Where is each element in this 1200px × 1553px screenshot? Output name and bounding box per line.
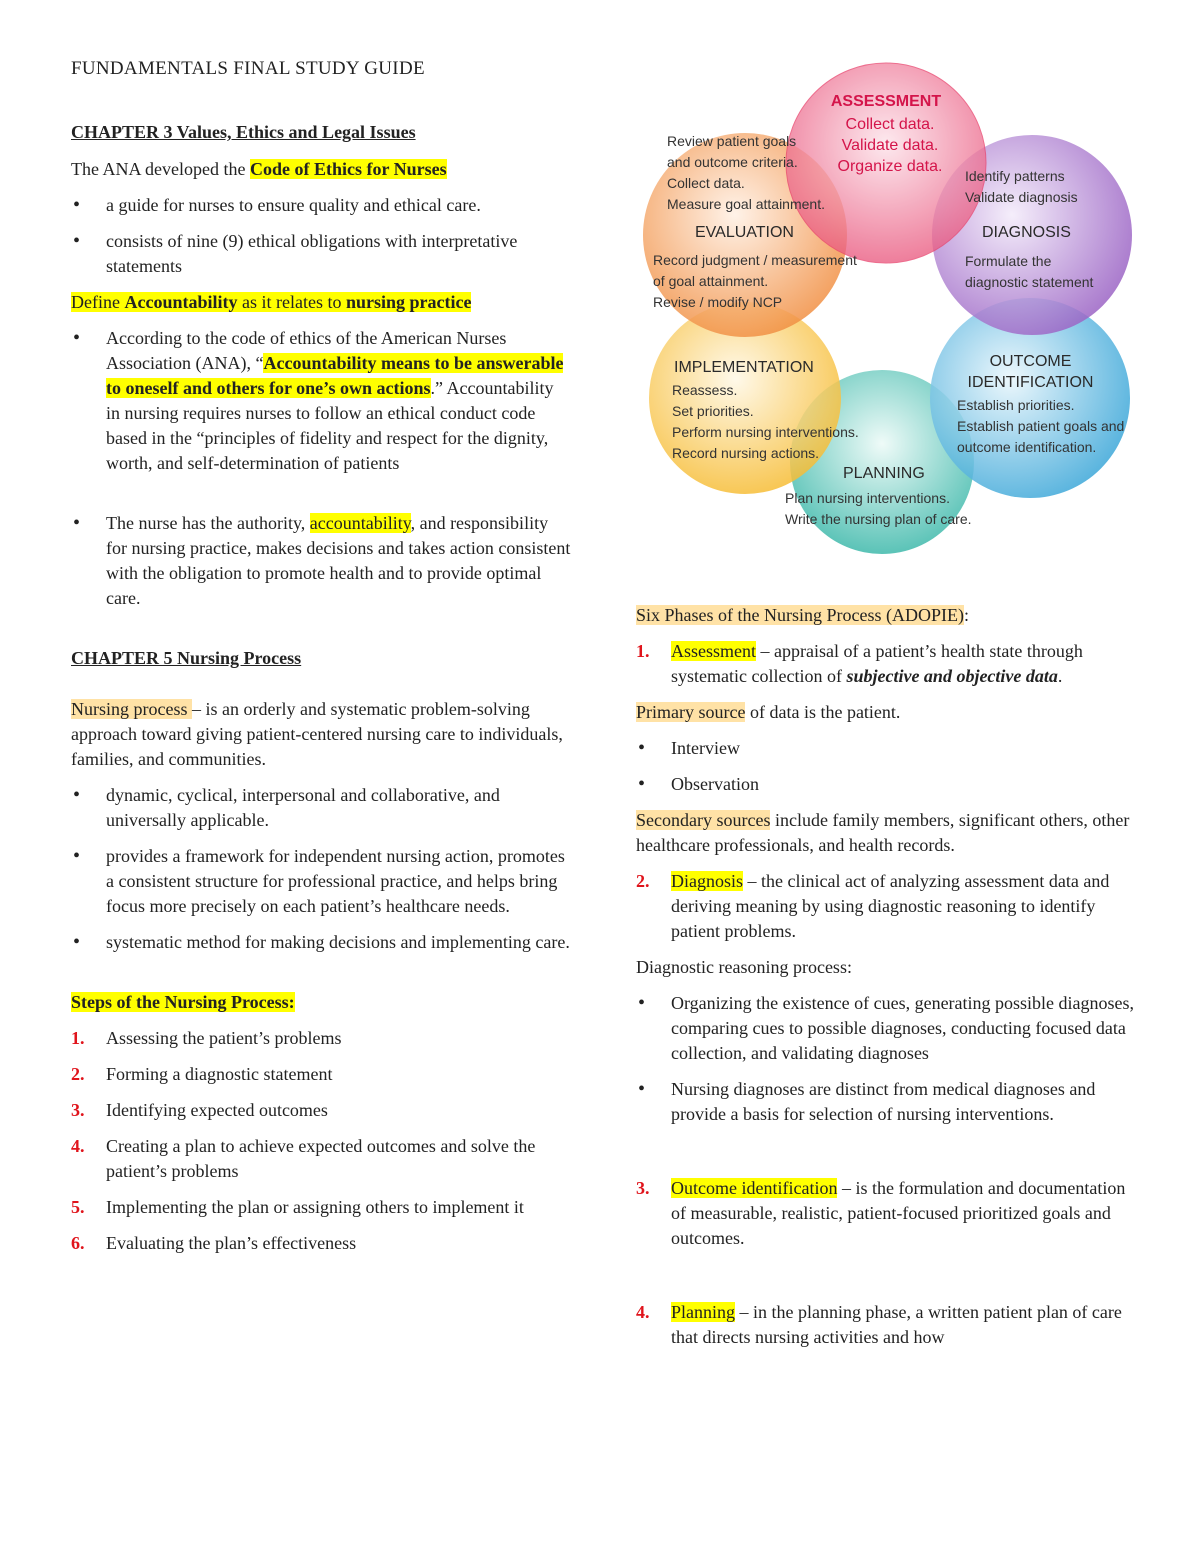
implementation-title: IMPLEMENTATION [674,359,814,376]
list-item: • Observation [671,772,1136,797]
list-item: • a guide for nurses to ensure quality and ethical care. [106,193,571,218]
list-item: • According to the code of ethics of the American Nurses Association (ANA), “Accountability means to be answerable to oneself and others for one’s own actions.” Accountability in nursing requires nurses to follow an ethical conduct code based in the “principles of fidelity and respect for the dignity, worth, and self-determination of patients [106,326,571,476]
primary-source-bullets [636,736,1136,797]
list-item: • The nurse has the authority, accountability, and responsibility for nursing practice, makes decisions and takes action consistent with the obligation to promote health and to provide optimal care. [106,511,571,611]
phase-1-list [636,639,1136,689]
step-item: 4. Creating a plan to achieve expected outcomes and solve the patient’s problems [71,1136,536,1181]
diagnostic-reasoning-heading: Diagnostic reasoning process: [636,957,852,977]
phase-item: 1. Assessment – appraisal of a patient’s health state through systematic collection of subjective and objective data. [636,641,1083,686]
document-title: FUNDAMENTALS FINAL STUDY GUIDE [71,58,425,79]
define-accountability: Define Accountability as it relates to nursing practice [71,292,472,312]
primary-source: Primary source of data is the patient. [636,702,901,722]
step-item: 1. Assessing the patient’s problems [71,1028,342,1048]
phase-item: 2. Diagnosis – the clinical act of analyzing assessment data and deriving meaning by using diagnostic reasoning to identify patient problems. [636,871,1110,941]
implementation-text: Reassess. Set priorities. Perform nursing interventions. Record nursing actions. [672,382,859,461]
evaluation-title: EVALUATION [695,224,794,241]
chapter-3-heading: CHAPTER 3 Values, Ethics and Legal Issues [71,122,416,142]
list-item: • provides a framework for independent nursing action, promotes a consistent structure for professional practice, and helps bring focus more precisely on each patient’s healthcare needs. [106,844,571,919]
assessment-text: Collect data. Validate data. Organize data. [837,116,943,175]
list-item: • Nursing diagnoses are distinct from medical diagnoses and provide a basis for selection of nursing interventions. [671,1077,1136,1127]
evaluation-post-text: Record judgment / measurement of goal attainment. Revise / modify NCP [653,252,857,310]
planning-title: PLANNING [843,465,925,482]
nursing-process-bullets [71,783,571,955]
diagnosis-post-text: Formulate the diagnostic statement [965,253,1094,290]
authority-bullets [71,511,571,611]
steps-list [71,1026,571,1256]
code-of-ethics-highlight: Code of Ethics for Nurses [249,159,447,179]
step-item: 5. Implementing the plan or assigning others to implement it [71,1197,524,1217]
six-phases-heading: Six Phases of the Nursing Process (ADOPIE): [636,605,969,625]
phase-4-list [636,1300,1136,1350]
evaluation-pre-text: Review patient goals and outcome criteria. Collect data. Measure goal attainment. [667,133,825,212]
planning-text: Plan nursing interventions. Write the nursing plan of care. [785,490,972,527]
accountability-bullets [71,326,571,476]
ana-intro: The ANA developed the Code of Ethics for Nurses [71,159,447,179]
diagnostic-reasoning-bullets [636,991,1136,1127]
step-item: 2. Forming a diagnostic statement [71,1064,333,1084]
outcome-title: OUTCOME IDENTIFICATION [967,353,1094,391]
chapter-5-heading: CHAPTER 5 Nursing Process [71,648,302,668]
diagnosis-title: DIAGNOSIS [982,224,1071,241]
list-item: • Interview [671,736,1136,761]
left-column [71,120,571,1267]
list-item: • Organizing the existence of cues, generating possible diagnoses, comparing cues to possible diagnoses, conducting focused data collection, and validating diagnoses [671,991,1136,1066]
nursing-process-diagram [640,60,1150,555]
outcome-text: Establish priorities. Establish patient goals and outcome identification. [957,397,1125,455]
assessment-title: ASSESSMENT [830,93,942,110]
code-of-ethics-bullets [71,193,571,279]
nursing-process-definition: Nursing process – is an orderly and systematic problem-solving approach toward giving patient-centered nursing care to individuals, families, and communities. [71,699,563,769]
secondary-sources: Secondary sources include family members, significant others, other healthcare professionals, and health records. [636,810,1130,855]
phase-item: 4. Planning – in the planning phase, a written patient plan of care that directs nursing activities and how [636,1302,1122,1347]
phase-2-list [636,869,1136,944]
phase-item: 3. Outcome identification – is the formulation and documentation of measurable, realistic, patient-focused prioritized goals and outcomes. [636,1178,1126,1248]
phase-3-list [636,1176,1136,1251]
list-item: • systematic method for making decisions and implementing care. [106,930,571,955]
list-item: • consists of nine (9) ethical obligations with interpretative statements [106,229,571,279]
accountability-definition-highlight: Accountability means to be answerable to oneself and others for one’s own actions [106,353,564,398]
right-column [636,603,1136,1361]
diagnosis-pre-text: Identify patterns Validate diagnosis [965,168,1078,205]
step-item: 3. Identifying expected outcomes [71,1100,328,1120]
step-item: 6. Evaluating the plan’s effectiveness [71,1233,357,1253]
list-item: • dynamic, cyclical, interpersonal and collaborative, and universally applicable. [106,783,571,833]
steps-heading: Steps of the Nursing Process: [71,992,295,1012]
